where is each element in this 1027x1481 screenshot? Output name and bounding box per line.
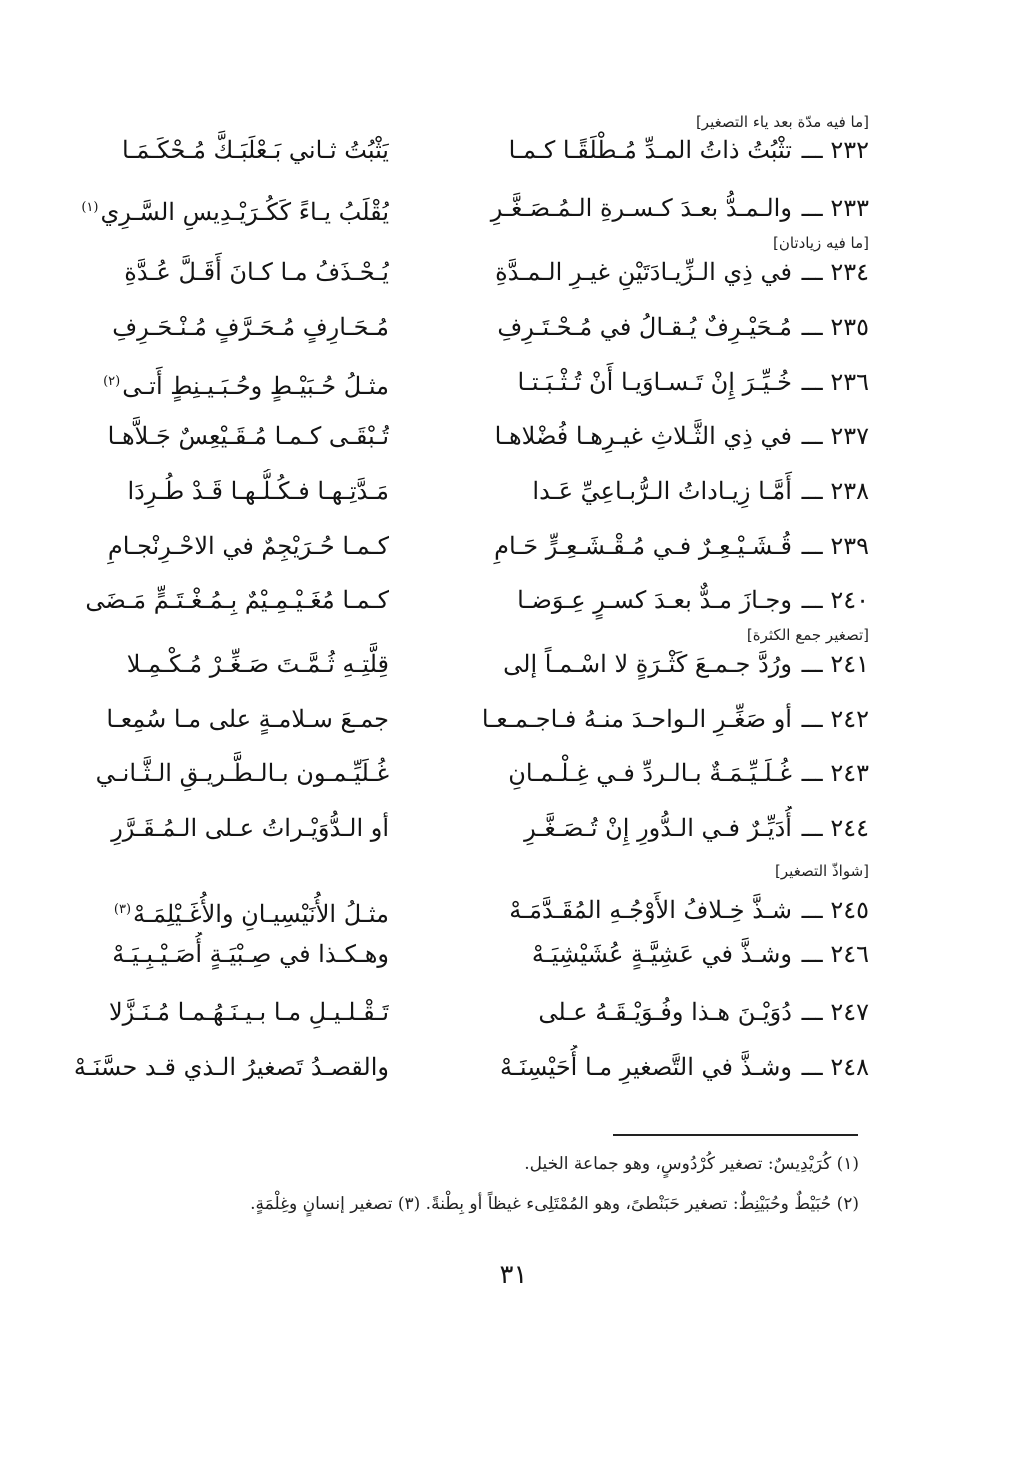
section-heading: [شواذّ التصغير] — [775, 862, 869, 880]
verse-first-hemistich: ٢٣٥ ـــ مُـحَيْـرِفٌ يُـقـالُ في مُـحْـتَـرِفِ — [457, 305, 869, 349]
verse-number: ٢٣٥ ـــ — [801, 313, 869, 341]
verse-second-hemistich: غُـلَيِّـمـون بـالـطَّـريـقِ الـثَّـانـي — [95, 759, 389, 787]
verse-second-hemistich: يُـحْـذَفُ مـا كـانَ أَقَـلَّ عُـدَّةِ — [124, 258, 389, 286]
verse-number: ٢٣٨ ـــ — [801, 477, 869, 505]
verse-247 — [0, 990, 1027, 1034]
verse-number: ٢٤٨ ـــ — [801, 1053, 869, 1081]
verse-248 — [0, 1045, 1027, 1089]
verse-first-hemistich: ٢٣٢ ـــ تثْبُتُ ذاتُ المـدِّ مُـطْلَقًـا كـمـا — [457, 128, 869, 172]
verse-first-hemistich: ٢٣٣ ـــ والـمـدُّ بعـدَ كـسـرةِ الـمُـصَـغَّـرِ — [457, 186, 869, 230]
verse-first-hemistich: ٢٤٤ ـــ أُدَيِّـرٌ فـي الـدُّورِ إِنْ تُـصَـغَّـرِ — [457, 806, 869, 850]
verse-second-hemistich: كـمـا مُغَـيْـمِـيْمٌ بِـمُـغْـتَـمٍّ مَـضَى — [85, 586, 389, 614]
verse-second-hemistich: تَـقْـلـيـلِ مـا بـيـنَـهُـمـا مُـنَـزَّلا — [108, 998, 389, 1026]
verse-first-hemistich: ٢٤٠ ـــ وجـازَ مـدٌّ بعـدَ كسـرٍ عِـوَضـا — [457, 578, 869, 622]
section-heading: [ما فيه مدّة بعد ياء التصغير] — [695, 113, 869, 131]
verse-number: ٢٤١ ـــ — [801, 650, 869, 678]
verse-first-hemistich: ٢٤٦ ـــ وشـذَّ في عَشِيَّـةٍ عُشَيْشِيَـهْ — [457, 932, 869, 976]
verse-first-hemistich: ٢٣٦ ـــ خُـيِّـرَ إِنْ تَـسـاوَيـا أَنْ تُـثْـبَـتـا — [457, 360, 869, 404]
verse-second-hemistich: وهـكـذا في صِـبْيَـةٍ أُصَـيْـبِـيَـهْ — [112, 940, 389, 968]
verse-number: ٢٣٤ ـــ — [801, 258, 869, 286]
verse-number: ٢٣٦ ـــ — [801, 368, 869, 396]
verse-number: ٢٣٢ ـــ — [801, 136, 869, 164]
verse-number: ٢٤٥ ـــ — [801, 896, 869, 924]
section-heading: [تصغير جمع الكثرة] — [746, 626, 869, 644]
verse-first-hemistich: ٢٤١ ـــ ورُدَّ جـمـعَ كَثْـرَةٍ لا اسْـمـاً إلى — [457, 642, 869, 686]
section-heading: [ما فيه زيادتان] — [772, 234, 869, 252]
footnote-marker: (٢) — [103, 374, 121, 389]
verse-245 — [0, 888, 1027, 932]
verse-first-hemistich: ٢٤٥ ـــ شـذَّ خِـلافُ الأَوْجُـهِ المُقَـدَّمَـهْ — [457, 888, 869, 932]
verse-242 — [0, 697, 1027, 741]
footnote-divider — [613, 1134, 858, 1136]
verse-232 — [0, 128, 1027, 172]
verse-number: ٢٤٠ ـــ — [801, 586, 869, 614]
verse-first-hemistich: ٢٤٣ ـــ غُـلَـيِّـمَـةٌ بـالـردِّ فـي غِـلْـمـانِ — [457, 751, 869, 795]
verse-237 — [0, 414, 1027, 458]
verse-second-hemistich: جمـعَ سـلامـةٍ على مـا سُمِعـا — [106, 705, 389, 733]
verse-first-hemistich: ٢٤٧ ـــ دُوَيْـنَ هـذا وفُـوَيْـقَـهُ عـلى — [457, 990, 869, 1034]
verse-235 — [0, 305, 1027, 349]
footnote-marker: (٣) — [113, 902, 132, 917]
verse-240 — [0, 578, 1027, 622]
footnote-1: (١) كُرَيْدِيسٌ: تصغير كُرْدُوسٍ، وهو جماعة الخيل. — [524, 1154, 859, 1174]
verse-234 — [0, 250, 1027, 294]
verse-233 — [0, 186, 1027, 230]
verse-first-hemistich: ٢٣٨ ـــ أَمَّـا زِيـاداتُ الـرُّبـاعِيِّ عَـدا — [457, 469, 869, 513]
verse-second-hemistich: يُقْلَبُ يـاءً كَكُـرَيْـدِيسِ السَّـرِي$^{(١)}$ — [81, 198, 389, 226]
verse-number: ٢٣٣ ـــ — [801, 194, 869, 222]
footnote-marker: (١) — [81, 200, 99, 215]
verse-238 — [0, 469, 1027, 513]
verse-second-hemistich: قِلَّتِـهِ ثُـمَّـتَ صَـغِّـرْ مُـكْـمِـلا — [126, 650, 389, 678]
verse-236 — [0, 360, 1027, 404]
verse-number: ٢٤٦ ـــ — [801, 940, 869, 968]
verse-second-hemistich: مثـلُ الأُنَيْسِيـانِ والأُغَـيْلِمَـهْ$^{(٣)}$ — [113, 900, 389, 928]
page-number: ٣١ — [499, 1260, 528, 1290]
verse-246 — [0, 932, 1027, 976]
verse-number: ٢٣٧ ـــ — [801, 422, 869, 450]
verse-number: ٢٣٩ ـــ — [801, 532, 869, 560]
verse-second-hemistich: والقصـدُ تَصغيرُ الـذي قـد حسَّنَـهْ — [73, 1053, 389, 1081]
footnote-2-3: (٢) حُبَيْطٌ وحُبَيْنِطٌ: تصغير حَبَنْطىً، وهو المُمْتَلِىء غيظاً أو بِطْنةً. (٣) تصغير إنسانٍ وغِلْمَةٍ. — [250, 1194, 859, 1214]
verse-second-hemistich: أو الـدُّوَيْـراتُ عـلى الـمُـقَـرَّرِ — [111, 814, 389, 842]
verse-number: ٢٤٢ ـــ — [801, 705, 869, 733]
verse-number: ٢٤٧ ـــ — [801, 998, 869, 1026]
verse-239 — [0, 524, 1027, 568]
verse-first-hemistich: ٢٣٧ ـــ في ذِي الثَّـلاثِ غيـرِهـا فُضْلاهـا — [457, 414, 869, 458]
verse-second-hemistich: مُـحَـارِفٍ مُـحَـرَّفٍ مُـنْـحَـرِفِ — [112, 313, 389, 341]
verse-second-hemistich: يَثْبُتُ ثـاني بَـعْلَبَـكَّ مُـحْكَـمَـا — [122, 136, 389, 164]
verse-first-hemistich: ٢٣٩ ـــ قُـشَـيْـعِـرٌ فـي مُـقْـشَـعِـرٍّ حَـامِ — [457, 524, 869, 568]
verse-second-hemistich: تُـبْقَـى كـمـا مُـقَـيْعِسٌ جَـلاَّهـا — [107, 422, 389, 450]
verse-241 — [0, 642, 1027, 686]
verse-first-hemistich: ٢٣٤ ـــ في ذِي الـزِّيـادَتَيْنِ غيـرِ الـمـدَّةِ — [457, 250, 869, 294]
verse-number: ٢٤٤ ـــ — [801, 814, 869, 842]
verse-second-hemistich: مثـلُ حُـبَيْـطٍ وحُـبَـيـنِطٍ أَتـى$^{(٢)}$ — [103, 372, 389, 400]
verse-244 — [0, 806, 1027, 850]
verse-243 — [0, 751, 1027, 795]
verse-second-hemistich: كـمـا حُـرَيْجِمٌ في الاحْـرِنْجـامِ — [107, 532, 389, 560]
verse-first-hemistich: ٢٤٨ ـــ وشـذَّ في التَّصغيرِ مـا أُحَيْسِنَـهْ — [457, 1045, 869, 1089]
verse-first-hemistich: ٢٤٢ ـــ أو صَغِّـرِ الـواحـدَ منـهُ فـاجـمـعـا — [457, 697, 869, 741]
verse-second-hemistich: مَـدَّتِـهـا فـكُـلُّـهـا قَـدْ طُـرِدَا — [127, 477, 389, 505]
verse-number: ٢٤٣ ـــ — [801, 759, 869, 787]
